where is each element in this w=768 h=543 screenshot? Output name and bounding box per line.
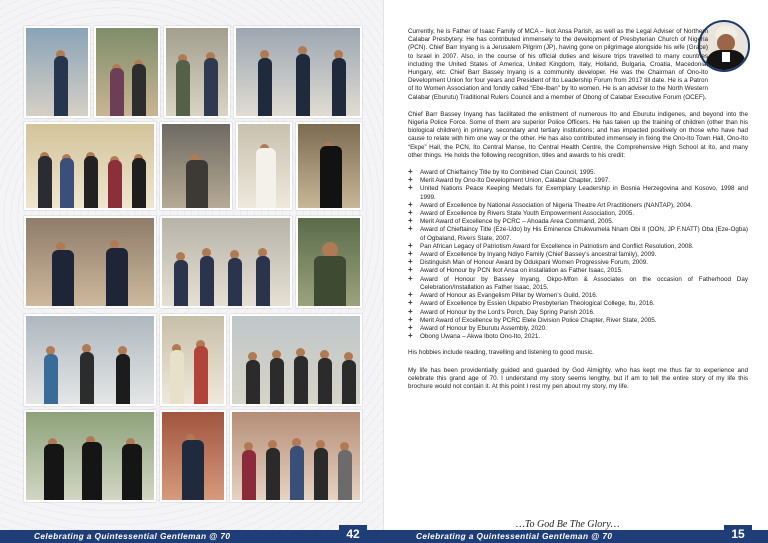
plus-bullet-icon: +: [408, 167, 413, 177]
biography-paragraph-1: Currently, he is Father of Isaac Family of MCA – Ikot Ansa Parish, as well as the Legal Adviser of Northern Calabar Presbytery. He has contributed immensely to the development of Presbyterian Church of Nigeria (PCN). Chief Barr Inyang is a Jerusalem Pilgrim (JP), having gone on pilgrimage alongside his wife (Grace) to Israel in 2007. Also, in the course of his official duties and leisure trips travelled to many countries including the United States of America, United Kingdom, Italy, Holland, Bulgaria, Croatia, Macedonia, Hungary, etc. Chief Barr Bassey Inyang is a community developer. He was the Chairman of Ono-Ito Development Union for four years and President of Ito Leadership Forum from 2017 till date. He is a Patron of Ito Women Association and fondly called “Ebe-Iban” by Ito women. He is an adviser to the North Western Calabar (Eburutu) Traditional Rulers Council and a member of Obong of Calabar Executive Forum (OCEF).: [408, 28, 708, 101]
photo-uniformed-officers: [164, 26, 230, 118]
award-text: Award of Honour by the Lord’s Porch, Day Spring Parish 2016.: [420, 308, 595, 316]
award-text: Award of Excellence by Rivers State Youth Empowerment Association, 2005.: [420, 210, 635, 218]
award-text: Award of Honour by Eburutu Assembly, 2020.: [420, 324, 547, 332]
photo-ceremony-crowd: [160, 216, 292, 308]
award-item: [408, 218, 748, 226]
award-text: Pan African Legacy of Patriotism Award for Excellence in Patriotism and Conflict Resolution, 2008.: [420, 242, 694, 250]
award-item: [408, 177, 748, 185]
closing-line: …To God Be The Glory…: [516, 519, 620, 530]
award-item: [408, 292, 748, 300]
photo-couple: [94, 26, 160, 118]
award-text: Award of Honour as Evangelism Pillar by Women’s Guild, 2016.: [420, 292, 598, 300]
award-item: [408, 314, 748, 325]
photo-traditional-group: [160, 314, 226, 406]
award-text: Award of Excellence by National Association of Nigeria Theatre Art Practitioners (NANTAP), 2004.: [420, 201, 693, 209]
closing-paragraph: My life has been providentially guided and guarded by God Almighty. who has kept me thus far to experience and celebrate this grand age of 70. I understand my story seems lengthy, but if am to tell the entire story of my life this brochure would not contain it. At this point I rest my pen about my story, my life.: [408, 366, 748, 390]
award-text: United Nations Peace Keeping Medals for Exemplary Leadership in Bosnia Herzegovina and Kosovo, 1998 and 1999.: [420, 185, 748, 201]
plus-bullet-icon: +: [408, 183, 413, 193]
hobbies-paragraph: His hobbies include reading, travelling and listening to good music.: [408, 349, 594, 357]
award-text: Award of Chieftaincy Title (Eze-Udo) by His Eminence Chukwumela Nnam Obi II (OON, JP F.NATT) Oba (Eze-Ogba) of Ogbaland, Rivers State, 2007.: [420, 226, 748, 242]
page-number-left: 42: [339, 525, 367, 543]
plus-bullet-icon: +: [408, 257, 413, 267]
award-item: [408, 300, 748, 308]
photo-lawyer-gown: [296, 122, 362, 210]
award-text: Distinguish Man of Honour Award by Odukpani Women Progressive Forum, 2009.: [420, 259, 648, 267]
award-item: [408, 322, 748, 333]
photo-outdoor-procession: [230, 314, 362, 406]
awards-list: [408, 169, 748, 341]
biography-text: [408, 28, 748, 400]
plus-bullet-icon: +: [408, 314, 413, 324]
award-item: [408, 226, 748, 242]
biography-paragraph-2: Chief Barr Bassey Inyang has facilitated the enlistment of numerous Ito and Eburutu indigenes, and beyond into the Nigeria Police Force. Some of them are superior Police Officers. He has taken up the training of children (other than his biological children) in primary, secondary and tertiary institutions; and has impacted positively on those who have had cause to relate with him one way or the other. He has also contributed immensely in fixing the Ono-Ito Town Hall, Ono-Ito “Ekpe” Hall, the PCN, Ito Central Manse, Ito Central Health Centre, the Comprehensive High School at Ito, and many other things. He holds the following recognition, titles and awards to his credit:: [408, 110, 748, 159]
photo-large-gathering: [230, 410, 362, 502]
photo-officer-with-child: [160, 410, 226, 502]
footer-title-left: Celebrating a Quintessential Gentleman @ 70: [34, 531, 231, 541]
award-item: [408, 333, 748, 341]
photo-family-group: [24, 122, 156, 210]
award-item: [408, 199, 748, 210]
award-text: Award of Chieftaincy Title by Ito Combined Clan Council, 1995.: [420, 169, 596, 177]
plus-bullet-icon: +: [408, 199, 413, 209]
photo-police-trio: [234, 26, 362, 118]
award-text: Award of Honour by Bassey Inyang, Okpo-Mfon & Associates on the occasion of Fatherhood Day Celebration/Installation as Father Isaac, 2015.: [420, 275, 748, 291]
award-item: [408, 210, 748, 218]
award-text: Merit Award by Ono-Ito Development Union, Calabar Chapter, 1997.: [420, 177, 610, 185]
photo-officer-portrait: [296, 216, 362, 308]
photo-officers-seated: [24, 216, 156, 308]
award-item: [408, 259, 748, 267]
plus-bullet-icon: +: [408, 331, 413, 341]
award-item: [408, 169, 748, 177]
plus-bullet-icon: +: [408, 273, 413, 283]
plus-bullet-icon: +: [408, 175, 413, 185]
award-text: Obong Uwana – Akwa Iboto Ono-Ito, 2021.: [420, 333, 541, 341]
plus-bullet-icon: +: [408, 298, 413, 308]
plus-bullet-icon: +: [408, 240, 413, 250]
award-item: [408, 306, 748, 317]
plus-bullet-icon: +: [408, 290, 413, 300]
plus-bullet-icon: +: [408, 265, 413, 275]
award-item: [408, 185, 748, 201]
photo-traditional-attire: [236, 122, 292, 210]
photo-group-indoor: [24, 314, 156, 406]
plus-bullet-icon: +: [408, 216, 413, 226]
footer-title-right: Celebrating a Quintessential Gentleman @ 70: [416, 531, 613, 541]
photo-lawyers-in-court: [24, 410, 156, 502]
photo-officer-standing: [24, 26, 90, 118]
award-item: [408, 267, 748, 275]
plus-bullet-icon: +: [408, 249, 413, 259]
plus-bullet-icon: +: [408, 224, 413, 234]
photo-seated-man: [160, 122, 232, 210]
award-item: [408, 273, 748, 292]
award-item: [408, 240, 748, 251]
plus-bullet-icon: +: [408, 322, 413, 332]
plus-bullet-icon: +: [408, 208, 413, 218]
award-item: [408, 251, 748, 259]
page-number-right: 15: [724, 525, 752, 543]
award-text: Award of Honour by PCN Ikot Ansa on installation as Father Isaac, 2015.: [420, 267, 623, 275]
plus-bullet-icon: +: [408, 306, 413, 316]
award-text: Award of Excellence by Essien Ukpabio Presbyterian Theological College, Itu, 2016.: [420, 300, 655, 308]
award-text: Award of Excellence by Inyang Ndiyo Family (Chief Bassey’s ancestral family), 2009.: [420, 251, 657, 259]
award-text: Merit Award of Excellence by PCRC – Ahoada Area Command, 2005.: [420, 218, 614, 226]
award-text: Merit Award of Excellence by PCRC Elele Division Police Chapter, River State, 2005.: [420, 316, 657, 324]
